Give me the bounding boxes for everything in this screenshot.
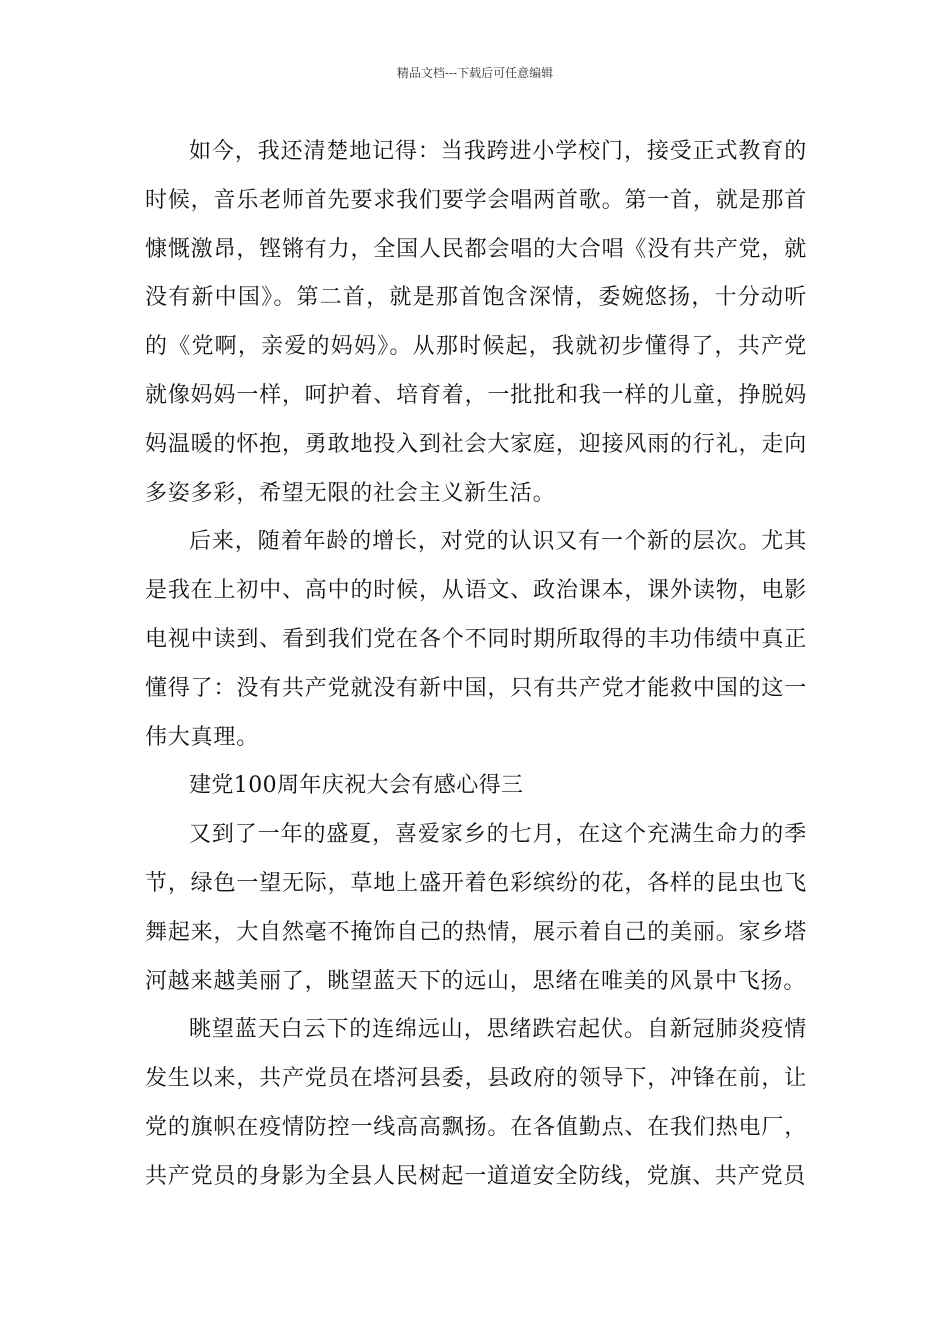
paragraph-4: 眺望蓝天白云下的连绵远山，思绪跌宕起伏。自新冠肺炎疫情发生以来，共产党员在塔河县委，县政府的领导下，冲锋在前，让党的旗帜在疫情防控一线高高飘扬。在各值勤点、在我们热电厂，共产党员的身影为全县人民树起一道道安全防线，党旗、共产党员 [145, 1017, 807, 1189]
document-body [145, 128, 807, 1202]
paragraph-2: 后来，随着年龄的增长，对党的认识又有一个新的层次。尤其是我在上初中、高中的时候，从语文、政治课本，课外读物，电影电视中读到、看到我们党在各个不同时期所取得的丰功伟绩中真正懂得了：没有共产党就没有新中国，只有共产党才能救中国的这一伟大真理。 [145, 529, 807, 750]
section-heading: 建党100周年庆祝大会有感心得三 [189, 773, 524, 799]
paragraph-1: 如今，我还清楚地记得：当我跨进小学校门，接受正式教育的时候，音乐老师首先要求我们要学会唱两首歌。第一首，就是那首慷慨激昂，铿锵有力，全国人民都会唱的大合唱《没有共产党，就没有新中国》。第二首，就是那首饱含深情，委婉悠扬，十分动听的《党啊，亲爱的妈妈》。从那时候起，我就初步懂得了，共产党就像妈妈一样，呵护着、培育着，一批批和我一样的儿童，挣脱妈妈温暖的怀抱，勇敢地投入到社会大家庭，迎接风雨的行礼，走向多姿多彩，希望无限的社会主义新生活。 [145, 139, 807, 506]
page-header: 精品文档---下载后可任意编辑 [396, 66, 554, 80]
paragraph-3: 又到了一年的盛夏，喜爱家乡的七月，在这个充满生命力的季节，绿色一望无际，草地上盛开着色彩缤纷的花，各样的昆虫也飞舞起来，大自然毫不掩饰自己的热情，展示着自己的美丽。家乡塔河越来越美丽了，眺望蓝天下的远山，思绪在唯美的风景中飞扬。 [145, 822, 807, 994]
